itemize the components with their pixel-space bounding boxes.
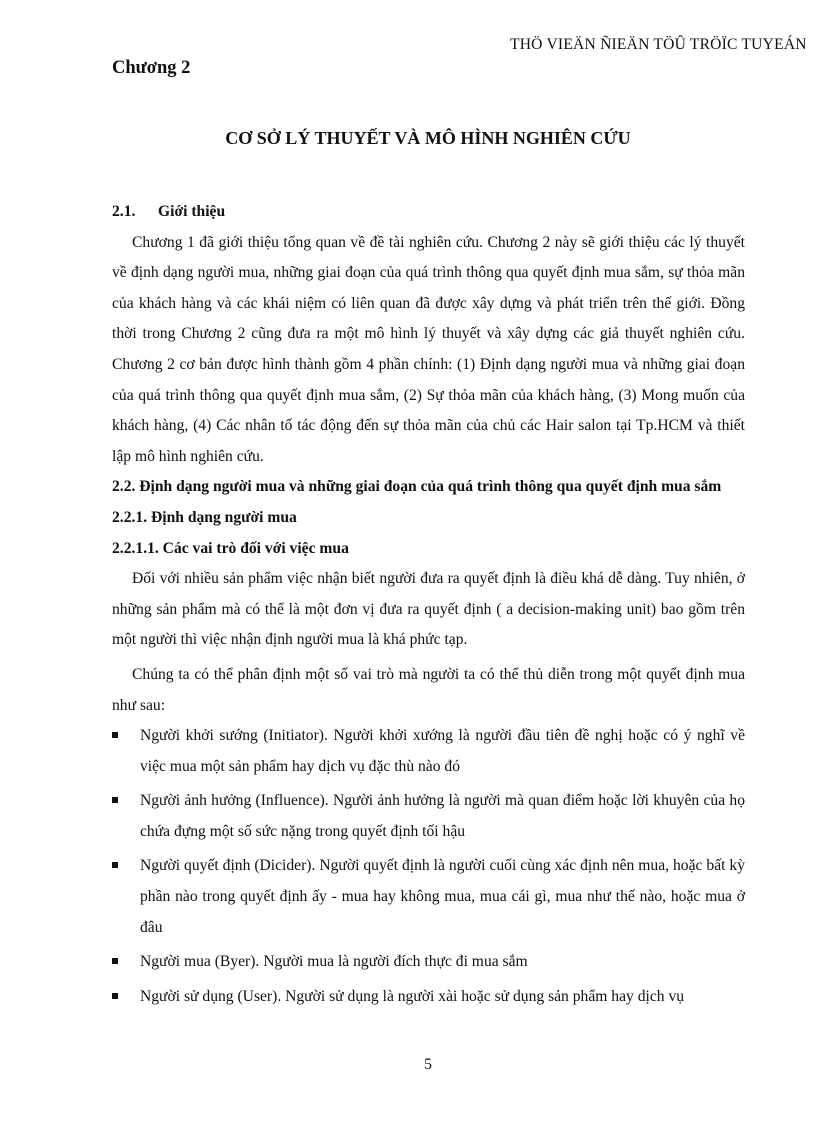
list-item (112, 982, 745, 1013)
section-2-1-heading (112, 197, 745, 228)
library-watermark: THÖ VIEÄN ÑIEÄN TÖÛ TRÖÏC TUYEÁN (510, 36, 807, 53)
page-number: 5 (424, 1056, 432, 1073)
list-item-text: Người khởi sướng (Initiator). Người khởi xướng là người đầu tiên đề nghị hoặc có ý nghĩ về việc mua một sản phẩm hay dịch vụ đặc thù nào đó (140, 727, 745, 775)
list-item (112, 851, 745, 943)
square-bullet-icon (112, 862, 118, 868)
list-item (112, 721, 745, 782)
roles-paragraph-2: Chúng ta có thể phân định một số vai trò mà người ta có thể thủ diễn trong một quyết định mua như sau: (112, 665, 745, 714)
roles-list (112, 721, 745, 1012)
square-bullet-icon (112, 797, 118, 803)
page-content (112, 197, 745, 1016)
list-item-text: Người ảnh hưởng (Influence). Người ảnh hưởng là người mà quan điểm hoặc lời khuyên của họ chứa đựng một số sức nặng trong quyết định tối hậu (140, 792, 745, 840)
list-item (112, 947, 745, 978)
section-number: 2.1. (112, 203, 136, 220)
list-item-text: Người quyết định (Dicider). Người quyết định là người cuối cùng xác định nên mua, hoặc bất kỳ phần nào trong quyết định ấy - mua hay không mua, mua cái gì, mua như thế nào, hoặc mua ở đâu (140, 857, 745, 936)
square-bullet-icon (112, 732, 118, 738)
list-item-text: Người sử dụng (User). Người sử dụng là người xài hoặc sử dụng sản phẩm hay dịch vụ (140, 987, 685, 1005)
intro-paragraph: Chương 1 đã giới thiệu tổng quan về đề tài nghiên cứu. Chương 2 này sẽ giới thiệu các lý thuyết về định dạng người mua, những giai đoạn của quá trình thông qua quyết định mua sắm, sự thỏa mãn của khách hàng và các khái niệm có liên quan đã được xây dựng và phát triển trên thế giới. Đồng thời trong Chương 2 cũng đưa ra một mô hình lý thuyết và xây dựng các giả thuyết nghiên cứu. Chương 2 cơ bản được hình thành gồm 4 phần chính: (1) Định dạng người mua và những giai đoạn của quá trình thông qua quyết định mua sắm, (2) Sự thỏa mãn của khách hàng, (3) Mong muốn của khách hàng, (4) Các nhân tố tác động đến sự thỏa mãn của chủ các Hair salon tại Tp.HCM và thiết lập mô hình nghiên cứu. (112, 233, 745, 465)
section-title: Giới thiệu (158, 203, 226, 220)
chapter-label: Chương 2 (112, 58, 191, 78)
roles-paragraph-1: Đối với nhiều sản phẩm việc nhận biết người đưa ra quyết định là điều khá dễ dàng. Tuy nhiên, ở những sản phẩm mà có thể là một đơn vị đưa ra quyết định ( a decision-making unit) bao gồm trên một người thì việc nhận định người mua là khá phức tạp. (112, 570, 745, 649)
list-item (112, 786, 745, 847)
list-item-text: Người mua (Byer). Người mua là người đích thực đi mua sắm (140, 953, 528, 971)
section-2-2-heading: 2.2. Định dạng người mua và những giai đoạn của quá trình thông qua quyết định mua sắm (112, 478, 722, 496)
section-2-2-1-1-heading: 2.2.1.1. Các vai trò đối với việc mua (112, 539, 349, 557)
square-bullet-icon (112, 958, 118, 964)
chapter-title: CƠ SỞ LÝ THUYẾT VÀ MÔ HÌNH NGHIÊN CỨU (225, 128, 631, 148)
section-2-2-1-heading: 2.2.1. Định dạng người mua (112, 508, 297, 526)
square-bullet-icon (112, 993, 118, 999)
